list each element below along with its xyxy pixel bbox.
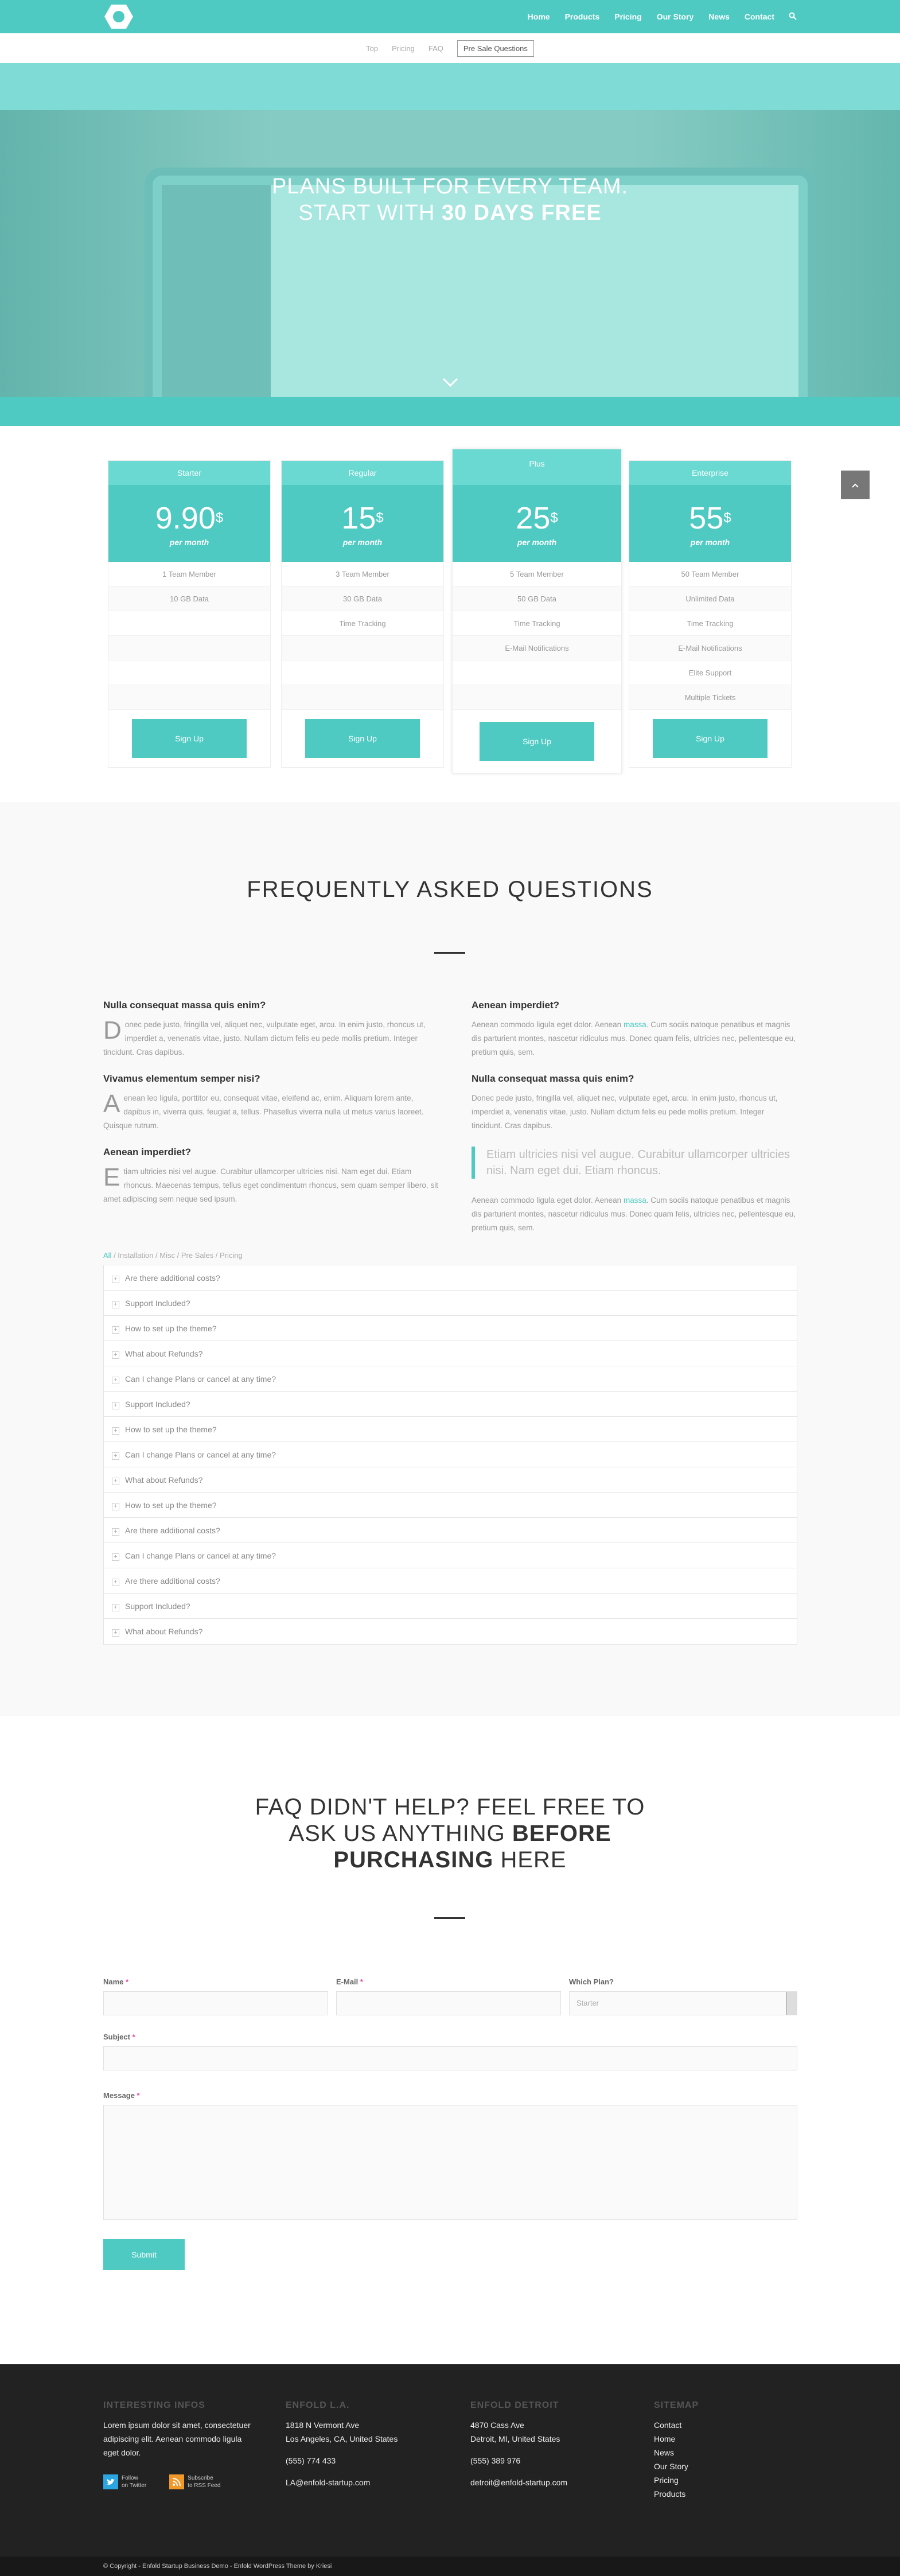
pricing-currency: $ bbox=[215, 510, 224, 526]
pricing-feature: Time Tracking bbox=[453, 611, 621, 636]
pricing-currency: $ bbox=[723, 510, 731, 526]
toggle-item[interactable] bbox=[104, 1442, 797, 1467]
faq-answer bbox=[103, 1018, 442, 1059]
faq-title: FREQUENTLY ASKED QUESTIONS bbox=[247, 877, 653, 902]
footer-social bbox=[103, 2474, 252, 2489]
pricing-price bbox=[108, 501, 270, 535]
pricing-currency: $ bbox=[376, 510, 384, 526]
site-footer bbox=[0, 2364, 900, 2556]
footer-heading: INTERESTING INFOS bbox=[103, 2400, 205, 2410]
rss-text bbox=[188, 2474, 220, 2489]
plus-icon: + bbox=[112, 1377, 119, 1384]
pricing-price bbox=[453, 501, 621, 535]
pricing-price-value: 25 bbox=[516, 501, 551, 535]
pricing-feature: 50 Team Member bbox=[629, 562, 791, 586]
nav-news[interactable]: News bbox=[708, 12, 730, 21]
faq-answer-text: Aenean commodo ligula eget dolor. Aenean bbox=[472, 1196, 624, 1205]
plan-select[interactable] bbox=[569, 1991, 797, 2015]
pricing-feature: 50 GB Data bbox=[453, 586, 621, 611]
plus-icon: + bbox=[112, 1402, 119, 1409]
plus-icon: + bbox=[112, 1478, 119, 1485]
pricing-price-box bbox=[282, 485, 443, 562]
faq-right-column bbox=[472, 1000, 797, 1249]
sitemap-link[interactable]: News bbox=[654, 2448, 675, 2457]
pricing-feature bbox=[282, 660, 443, 685]
pricing-feature: Time Tracking bbox=[282, 611, 443, 636]
subject-field[interactable] bbox=[103, 2046, 797, 2070]
nav-products[interactable]: Products bbox=[564, 12, 600, 21]
faq-section bbox=[0, 802, 900, 1716]
toggle-item[interactable] bbox=[104, 1543, 797, 1568]
main-nav bbox=[520, 0, 797, 33]
pricing-feature: 1 Team Member bbox=[108, 562, 270, 586]
address-line: Detroit, MI, United States bbox=[470, 2434, 560, 2443]
plus-icon: + bbox=[112, 1301, 119, 1308]
faq-answer-text: . Cum sociis natoque penatibus et magnis dis parturient montes, nascetur ridiculus mus. Donec quam felis, ultricies nec, pellentesque eu, pretium quis, sem. bbox=[472, 1196, 796, 1232]
pricing-plan-name: Regular bbox=[282, 461, 443, 485]
dropcap: A bbox=[103, 1090, 120, 1118]
pricing-feature: Unlimited Data bbox=[629, 586, 791, 611]
plus-icon: + bbox=[112, 1427, 119, 1435]
hero-title-line1: PLANS BUILT FOR EVERY TEAM. bbox=[271, 174, 629, 199]
subnav-pricing[interactable]: Pricing bbox=[392, 44, 415, 53]
pricing-feature bbox=[108, 636, 270, 660]
hero-top-band bbox=[0, 63, 900, 110]
subnav-pre-sale[interactable]: Pre Sale Questions bbox=[457, 40, 534, 57]
sitemap-link[interactable]: Home bbox=[654, 2434, 676, 2443]
toggle-item[interactable] bbox=[104, 1417, 797, 1442]
toggle-label: Support Included? bbox=[125, 1602, 190, 1611]
pricing-signup-area bbox=[108, 710, 270, 767]
rss-icon bbox=[169, 2474, 184, 2489]
site-header bbox=[0, 0, 900, 33]
required-marker: * bbox=[132, 2033, 135, 2041]
faq-question: Aenean imperdiet? bbox=[472, 1000, 560, 1011]
faq-answer-link[interactable]: massa bbox=[623, 1020, 646, 1029]
toggle-label: Can I change Plans or cancel at any time? bbox=[125, 1374, 276, 1384]
toggle-label: Are there additional costs? bbox=[125, 1273, 220, 1283]
toggle-item[interactable] bbox=[104, 1291, 797, 1316]
toggle-item[interactable] bbox=[104, 1518, 797, 1543]
faq-answer-text: onec pede justo, fringilla vel, aliquet nec, vulputate eget, arcu. In enim justo, rhoncus ut, imperdiet a, venenatis vitae, justo. Nullam dictum felis eu pede mollis pretium. Integer tincidunt. Cras dapibus. bbox=[103, 1020, 426, 1056]
address-line: Los Angeles, CA, United States bbox=[286, 2434, 398, 2443]
hero-title-line2-pre: START WITH bbox=[298, 201, 435, 225]
pricing-price bbox=[629, 501, 791, 535]
pricing-feature bbox=[453, 685, 621, 710]
pricing-column-starter bbox=[108, 460, 271, 768]
pricing-feature bbox=[108, 611, 270, 636]
faq-answer-link[interactable]: massa bbox=[623, 1196, 646, 1205]
contact-title bbox=[0, 1794, 900, 1873]
footer-email[interactable]: detroit@enfold-startup.com bbox=[470, 2478, 568, 2487]
pricing-price-box bbox=[629, 485, 791, 562]
toggle-item[interactable] bbox=[104, 1366, 797, 1392]
plus-icon: + bbox=[112, 1604, 119, 1611]
faq-question: Nulla consequat massa quis enim? bbox=[103, 1000, 266, 1011]
footer-heading: ENFOLD DETROIT bbox=[470, 2400, 559, 2410]
footer-address bbox=[470, 2418, 620, 2446]
pricing-plan-name: Enterprise bbox=[629, 461, 791, 485]
pricing-feature: 10 GB Data bbox=[108, 586, 270, 611]
pricing-signup-area bbox=[453, 710, 621, 773]
pricing-price-value: 15 bbox=[341, 501, 376, 535]
filter-others[interactable]: / Installation / Misc / Pre Sales / Pricing bbox=[111, 1251, 243, 1260]
sitemap-link[interactable]: Contact bbox=[654, 2420, 682, 2430]
faq-filter-bar bbox=[103, 1251, 243, 1260]
pricing-price-value: 9.90 bbox=[155, 501, 216, 535]
sitemap-link[interactable]: Our Story bbox=[654, 2462, 688, 2471]
toggle-label: What about Refunds? bbox=[125, 1475, 203, 1485]
toggle-label: Support Included? bbox=[125, 1400, 190, 1409]
contact-title-line1: FAQ DIDN'T HELP? FEEL FREE TO bbox=[255, 1794, 645, 1820]
twitter-text-line2: on Twitter bbox=[122, 2482, 147, 2489]
toggle-label: How to set up the theme? bbox=[125, 1324, 217, 1333]
hero-section bbox=[0, 110, 900, 397]
faq-answer-text: enean leo ligula, porttitor eu, consequat vitae, eleifend ac, enim. Aliquam lorem ante, dapibus in, viverra quis, feugiat a, tellus. Phasellus viverra nulla ut metus varius laoreet. Quisque rutrum. bbox=[103, 1094, 424, 1130]
contact-section bbox=[0, 1716, 900, 2364]
logo-hexagon-icon[interactable] bbox=[103, 3, 134, 30]
search-icon[interactable] bbox=[782, 12, 797, 22]
plan-label: Which Plan? bbox=[569, 1977, 614, 1986]
footer-col-infos bbox=[103, 2399, 252, 2489]
plus-icon: + bbox=[112, 1528, 119, 1536]
toggle-item[interactable] bbox=[104, 1493, 797, 1518]
plus-icon: + bbox=[112, 1629, 119, 1637]
signup-button-regular[interactable]: Sign Up bbox=[305, 719, 420, 758]
sitemap-link[interactable]: Products bbox=[654, 2489, 686, 2499]
required-marker: * bbox=[137, 2091, 140, 2100]
hero-title bbox=[0, 173, 900, 226]
toggle-item[interactable] bbox=[104, 1392, 797, 1417]
hero-bottom-band bbox=[0, 397, 900, 426]
plus-icon: + bbox=[112, 1553, 119, 1561]
faq-divider bbox=[434, 952, 465, 954]
toggle-item[interactable] bbox=[104, 1341, 797, 1366]
faq-question: Aenean imperdiet? bbox=[103, 1147, 192, 1157]
plus-icon: + bbox=[112, 1503, 119, 1510]
required-marker: * bbox=[126, 1977, 129, 1986]
pricing-feature: Time Tracking bbox=[629, 611, 791, 636]
pricing-signup-area bbox=[629, 710, 791, 767]
plus-icon: + bbox=[112, 1351, 119, 1359]
footer-address bbox=[286, 2418, 435, 2446]
pricing-feature bbox=[108, 660, 270, 685]
filter-all[interactable]: All bbox=[103, 1251, 112, 1260]
message-label-text: Message bbox=[103, 2091, 135, 2100]
pricing-feature: Multiple Tickets bbox=[629, 685, 791, 710]
scroll-to-top-button[interactable] bbox=[841, 471, 870, 499]
faq-answer-text: Aenean commodo ligula eget dolor. Aenean bbox=[472, 1020, 624, 1029]
toggle-label: Are there additional costs? bbox=[125, 1576, 220, 1586]
pricing-period: per month bbox=[690, 538, 730, 547]
rss-text-line1: Subscribe bbox=[188, 2475, 213, 2481]
contact-title-line3-post: HERE bbox=[493, 1847, 567, 1872]
contact-divider bbox=[434, 1917, 465, 1919]
chevron-down-icon bbox=[786, 1992, 797, 2015]
pricing-column-regular bbox=[281, 460, 444, 768]
address-line: 4870 Cass Ave bbox=[470, 2420, 524, 2430]
pricing-plan-name: Starter bbox=[108, 461, 270, 485]
sitemap-list bbox=[654, 2418, 769, 2501]
faq-answer-text: tiam ultricies nisi vel augue. Curabitur ullamcorper ultricies nisi. Nam eget dui. Etiam rhoncus. Maecenas tempus, tellus eget condimentum rhoncus, sem quam semper libero, sit amet adipiscing sem neque sed ipsum. bbox=[103, 1167, 438, 1203]
copyright-bar: © Copyright - Enfold Startup Business Demo - Enfold WordPress Theme by Kriesi bbox=[0, 2556, 900, 2576]
plus-icon: + bbox=[112, 1579, 119, 1586]
pricing-feature bbox=[453, 660, 621, 685]
faq-blockquote: Etiam ultricies nisi vel augue. Curabitur ullamcorper ultricies nisi. Nam eget dui. Etiam rhoncus. bbox=[472, 1147, 797, 1179]
footer-email[interactable]: LA@enfold-startup.com bbox=[286, 2478, 371, 2487]
pricing-price-box bbox=[108, 485, 270, 562]
toggle-label: Are there additional costs? bbox=[125, 1526, 220, 1535]
contact-title-line3 bbox=[0, 1847, 900, 1873]
faq-answer bbox=[472, 1194, 797, 1235]
address-line: 1818 N Vermont Ave bbox=[286, 2420, 360, 2430]
toggle-item[interactable] bbox=[104, 1568, 797, 1594]
submit-button[interactable]: Submit bbox=[103, 2239, 185, 2270]
footer-phone: (555) 774 433 bbox=[286, 2456, 336, 2465]
subject-label-text: Subject bbox=[103, 2033, 130, 2041]
faq-left-column bbox=[103, 1000, 442, 1220]
hero-title-line2 bbox=[0, 200, 900, 226]
message-field[interactable] bbox=[103, 2105, 797, 2220]
toggle-label: Can I change Plans or cancel at any time? bbox=[125, 1551, 276, 1560]
pricing-price-box bbox=[453, 485, 621, 562]
plan-select-value: Starter bbox=[576, 1999, 599, 2007]
toggle-label: How to set up the theme? bbox=[125, 1425, 217, 1434]
footer-col-la bbox=[286, 2399, 435, 2497]
contact-title-line2-bold: BEFORE bbox=[512, 1821, 611, 1846]
pricing-feature: E-Mail Notifications bbox=[453, 636, 621, 660]
contact-title-line2-pre: ASK US ANYTHING bbox=[289, 1821, 512, 1846]
toggle-item[interactable] bbox=[104, 1619, 797, 1644]
pricing-feature: E-Mail Notifications bbox=[629, 636, 791, 660]
twitter-text bbox=[122, 2474, 146, 2489]
sitemap-link[interactable]: Pricing bbox=[654, 2476, 679, 2485]
pricing-feature: 5 Team Member bbox=[453, 562, 621, 586]
email-field[interactable] bbox=[336, 1991, 561, 2015]
pricing-plan-name: Plus bbox=[453, 449, 621, 485]
footer-text: Lorem ipsum dolor sit amet, consectetuer adipiscing elit. Aenean commodo ligula eget dolor. bbox=[103, 2420, 251, 2457]
pricing-currency: $ bbox=[550, 510, 558, 526]
faq-answer bbox=[103, 1165, 442, 1206]
pricing-feature: 3 Team Member bbox=[282, 562, 443, 586]
plus-icon: + bbox=[112, 1452, 119, 1460]
faq-answer bbox=[103, 1091, 442, 1133]
footer-col-detroit bbox=[470, 2399, 620, 2497]
subnav-top[interactable]: Top bbox=[366, 44, 379, 53]
required-marker: * bbox=[360, 1977, 363, 1986]
footer-col-sitemap bbox=[654, 2399, 769, 2501]
faq-toggle-list bbox=[103, 1265, 797, 1645]
twitter-link[interactable] bbox=[103, 2474, 146, 2489]
faq-answer bbox=[472, 1018, 797, 1059]
nav-pricing[interactable]: Pricing bbox=[614, 12, 642, 21]
name-label-text: Name bbox=[103, 1977, 124, 1986]
pricing-period: per month bbox=[517, 538, 557, 547]
scroll-down-chevron-icon[interactable] bbox=[442, 376, 459, 388]
faq-question: Nulla consequat massa quis enim? bbox=[472, 1073, 634, 1084]
toggle-label: What about Refunds? bbox=[125, 1627, 203, 1636]
nav-home[interactable]: Home bbox=[527, 12, 550, 21]
pricing-column-plus bbox=[452, 449, 622, 774]
plus-icon: + bbox=[112, 1276, 119, 1283]
pricing-signup-area bbox=[282, 710, 443, 767]
faq-question: Vivamus elementum semper nisi? bbox=[103, 1073, 260, 1084]
pricing-feature bbox=[282, 636, 443, 660]
rss-text-line2: to RSS Feed bbox=[188, 2482, 221, 2489]
message-label bbox=[103, 2091, 140, 2100]
toggle-item[interactable] bbox=[104, 1316, 797, 1341]
toggle-label: What about Refunds? bbox=[125, 1349, 203, 1358]
hero-title-line2-bold: 30 DAYS FREE bbox=[441, 201, 602, 225]
pricing-column-enterprise bbox=[629, 460, 792, 768]
toggle-label: Can I change Plans or cancel at any time? bbox=[125, 1450, 276, 1459]
toggle-item[interactable] bbox=[104, 1594, 797, 1619]
twitter-text-line1: Follow bbox=[122, 2475, 138, 2481]
email-label-text: E-Mail bbox=[336, 1977, 359, 1986]
subject-label bbox=[103, 2033, 135, 2041]
section-subnav bbox=[0, 33, 900, 63]
contact-title-line2 bbox=[0, 1820, 900, 1847]
pricing-feature: Elite Support bbox=[629, 660, 791, 685]
toggle-label: Support Included? bbox=[125, 1299, 190, 1308]
dropcap: E bbox=[103, 1163, 120, 1191]
pricing-price-value: 55 bbox=[689, 501, 724, 535]
signup-button-plus[interactable]: Sign Up bbox=[480, 722, 594, 761]
twitter-icon bbox=[103, 2474, 118, 2489]
name-label bbox=[103, 1977, 128, 1986]
signup-button-starter[interactable]: Sign Up bbox=[132, 719, 247, 758]
pricing-price bbox=[282, 501, 443, 535]
faq-answer-text: . Cum sociis natoque penatibus et magnis dis parturient montes, nascetur ridiculus mus. Donec quam felis, ultricies nec, pellentesque eu, pretium quis, sem. bbox=[472, 1020, 796, 1056]
toggle-label: How to set up the theme? bbox=[125, 1501, 217, 1510]
nav-our-story[interactable]: Our Story bbox=[656, 12, 694, 21]
footer-heading: ENFOLD L.A. bbox=[286, 2400, 350, 2410]
rss-link[interactable] bbox=[169, 2474, 220, 2489]
dropcap: D bbox=[103, 1016, 122, 1044]
subnav-faq[interactable]: FAQ bbox=[428, 44, 443, 53]
pricing-feature: 30 GB Data bbox=[282, 586, 443, 611]
pricing-feature bbox=[108, 685, 270, 710]
name-field[interactable] bbox=[103, 1991, 328, 2015]
faq-answer: Donec pede justo, fringilla vel, aliquet nec, vulputate eget, arcu. In enim justo, rhoncus ut, imperdiet a, venenatis vitae, justo. Nullam dictum felis eu pede mollis pretium. Integer tincidunt. Cras dapibus. bbox=[472, 1094, 778, 1130]
pricing-period: per month bbox=[169, 538, 209, 547]
toggle-item[interactable] bbox=[104, 1265, 797, 1291]
signup-button-enterprise[interactable]: Sign Up bbox=[653, 719, 767, 758]
contact-title-line3-bold: PURCHASING bbox=[333, 1847, 494, 1872]
pricing-feature bbox=[282, 685, 443, 710]
pricing-period: per month bbox=[342, 538, 383, 547]
nav-contact[interactable]: Contact bbox=[744, 12, 774, 21]
chevron-up-icon bbox=[852, 483, 859, 488]
pricing-section bbox=[0, 426, 900, 802]
footer-heading: SITEMAP bbox=[654, 2400, 699, 2410]
footer-phone: (555) 389 976 bbox=[470, 2456, 521, 2465]
email-label bbox=[336, 1977, 363, 1986]
toggle-item[interactable] bbox=[104, 1467, 797, 1493]
plus-icon: + bbox=[112, 1326, 119, 1334]
